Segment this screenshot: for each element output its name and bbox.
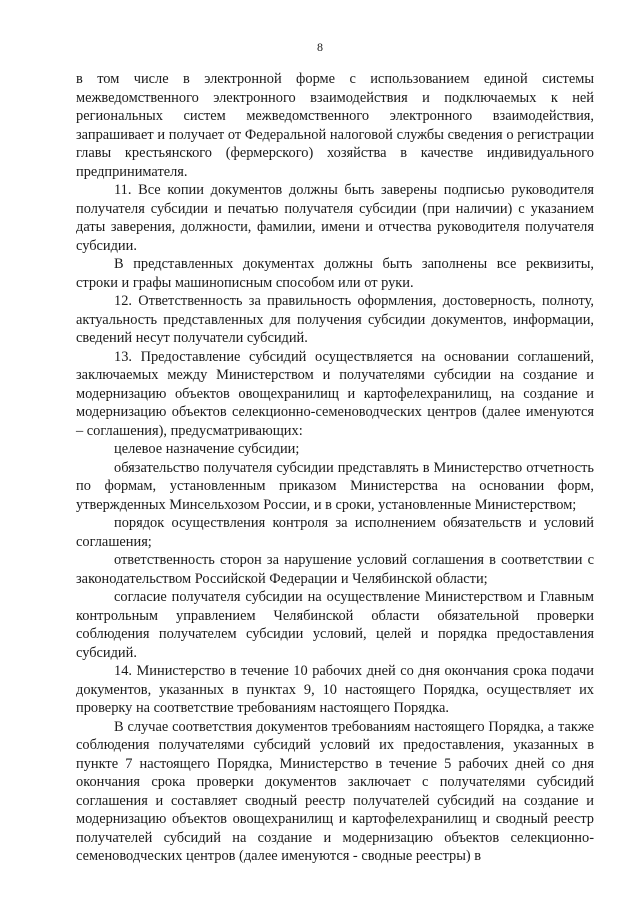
list-item: порядок осуществления контроля за исполнением обязательств и условий соглашения; xyxy=(76,515,594,550)
body-text xyxy=(76,70,594,866)
paragraph: В представленных документах должны быть заполнены все реквизиты, строки и графы машинописным способом или от руки. xyxy=(76,256,594,291)
list-item: ответственность сторон за нарушение условий соглашения в соответствии с законодательством Российской Федерации и Челябинской области; xyxy=(76,552,594,587)
paragraph: 13. Предоставление субсидий осуществляется на основании соглашений, заключаемых между Министерством и получателями субсидии на создание и модернизацию объектов овощехранилищ и картофелехранилищ, на создание и модернизацию объектов селекционно-семеноводческих центров (далее именуются – соглашения), предусматривающих: xyxy=(76,348,594,439)
list-item: согласие получателя субсидии на осуществление Министерством и Главным контрольным управлением Челябинской области обязательной проверки соблюдения получателем субсидии условий, целей и порядка предоставления субсидий. xyxy=(76,589,594,661)
page-number: 8 xyxy=(317,40,323,54)
paragraph: 11. Все копии документов должны быть заверены подписью руководителя получателя субсидии и печатью получателя субсидии (при наличии) с указанием даты заверения, должности, фамилии, имени и отчества руководителя получателя субсидии. xyxy=(76,182,594,254)
paragraph: В случае соответствия документов требованиям настоящего Порядка, а также соблюдения получателями субсидий условий их предоставления, указанных в пункте 7 настоящего Порядка, Министерство в течение 5 рабочих дней со дня окончания срока проверки документов заключает с получателями субсидий соглашения и составляет сводный реестр получателей субсидий на создание и модернизацию объектов овощехранилищ и картофелехранилищ и сводный реестр получателей субсидий на создание и модернизацию объектов селекционно-семеноводческих центров (далее именуются - сводные реестры) в xyxy=(76,718,594,864)
list-item: целевое назначение субсидии; xyxy=(114,441,300,457)
list-item: обязательство получателя субсидии представлять в Министерство отчетность по формам, установленным приказом Министерства на основании форм, утвержденных Минсельхозом России, и в сроки, установленные Министерством; xyxy=(76,459,594,513)
paragraph: в том числе в электронной форме с использованием единой системы межведомственного электронного взаимодействия и подключаемых к ней региональных систем межведомственного электронного взаимодействия, запрашивает и получает от Федеральной налоговой службы сведения о регистрации главы крестьянского (фермерского) хозяйства в качестве индивидуального предпринимателя. xyxy=(76,71,594,180)
paragraph: 14. Министерство в течение 10 рабочих дней со дня окончания срока подачи документов, указанных в пунктах 9, 10 настоящего Порядка, осуществляет их проверку на соответствие требованиям настоящего Порядка. xyxy=(76,663,594,716)
paragraph: 12. Ответственность за правильность оформления, достоверность, полноту, актуальность представленных для получения субсидии документов, информации, сведений несут получатели субсидий. xyxy=(76,293,594,346)
